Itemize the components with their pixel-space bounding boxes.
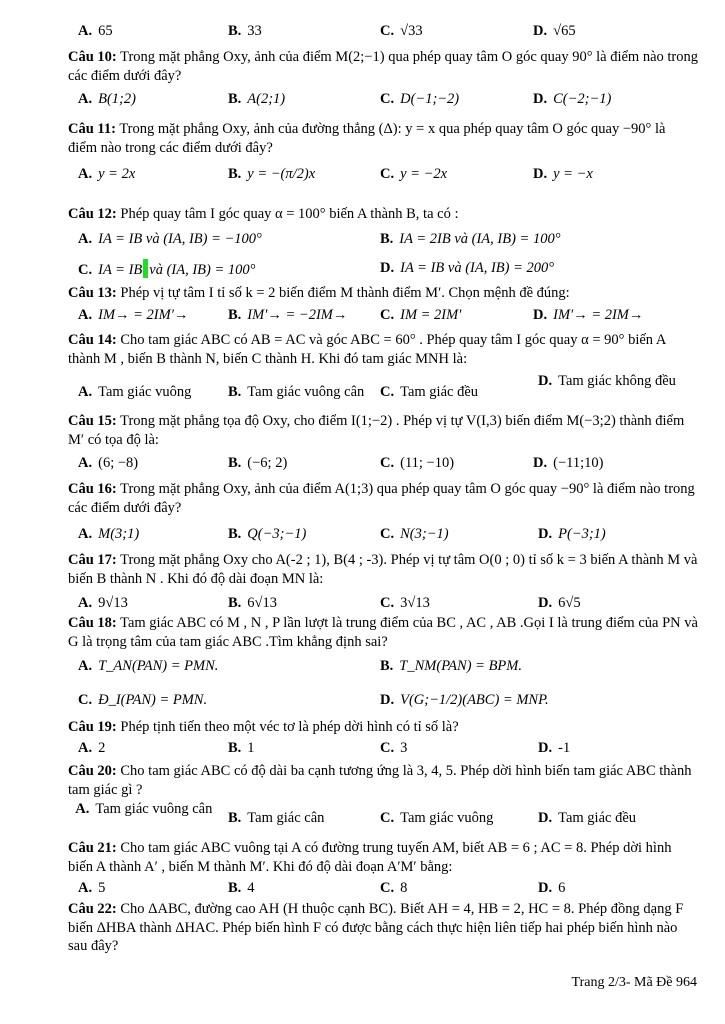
q21-option-b[interactable]: B. 4 [228, 880, 255, 897]
q14-option-d[interactable]: D. Tam giác không đều [538, 373, 676, 390]
q13-option-c[interactable]: C. IM = 2IM′ [380, 306, 462, 323]
q20-option-b[interactable]: B. Tam giác cân [228, 810, 325, 827]
q13-option-b[interactable]: B. IM′→ = −2IM→ [228, 306, 348, 323]
q15-option-b[interactable]: B. (−6; 2) [228, 455, 288, 472]
q12-option-d[interactable]: D. IA = IB và (IA, IB) = 200° [380, 259, 555, 276]
question-19: Câu 19: Phép tịnh tiến theo một véc tơ là phép dời hình có tỉ số là? A. 2 B. 1 C. 3 D. -1 [68, 719, 571, 756]
q17-option-c[interactable]: C. 3√13 [380, 595, 430, 612]
green-highlight-mark [143, 259, 148, 278]
q18-option-d[interactable]: D. V(G;−1/2)(ABC) = MNP. [380, 692, 549, 709]
question-9 [68, 22, 698, 42]
q15-option-d[interactable]: D. (−11;10) [533, 455, 604, 472]
q10-option-c[interactable]: C. D(−1;−2) [380, 91, 460, 108]
q16-option-d[interactable]: D. P(−3;1) [538, 526, 606, 543]
q10-option-d[interactable]: D. C(−2;−1) [533, 91, 612, 108]
q14-option-c[interactable]: C. Tam giác đều [380, 384, 479, 401]
q20-option-d[interactable]: D. Tam giác đều [538, 810, 637, 827]
q11-option-b[interactable]: B. y = −(π/2)x [228, 166, 316, 183]
question-10: Câu 10: Trong mặt phẳng Oxy, ảnh của điểm M(2;−1) qua phép quay tâm O góc quay 90° là điểm nào trong các điểm dưới đây? A. B(1;2) B. A(2;1) C. D(−1;−2) D. C(−2;−1) [68, 49, 699, 108]
q19-option-c[interactable]: C. 3 [380, 739, 408, 756]
q9-option-d[interactable]: D. √65 [533, 23, 576, 39]
q10-option-b[interactable]: B. A(2;1) [228, 91, 286, 108]
q11-option-c[interactable]: C. y = −2x [380, 166, 448, 183]
q16-option-a[interactable]: A. M(3;1) [78, 526, 140, 543]
q12-option-a[interactable]: A. IA = IB và (IA, IB) = −100° [78, 230, 262, 247]
q17-option-a[interactable]: A. 9√13 [78, 595, 128, 612]
q15-option-a[interactable]: A. (6; −8) [78, 455, 139, 472]
q15-option-c[interactable]: C. (11; −10) [380, 455, 455, 472]
q19-option-a[interactable]: A. 2 [78, 739, 106, 756]
q11-option-a[interactable]: A. y = 2x [78, 166, 136, 183]
q14-option-b[interactable]: B. Tam giác vuông cân [228, 384, 365, 401]
question-17: Câu 17: Trong mặt phẳng Oxy cho A(-2 ; 1), B(4 ; -3). Phép vị tự tâm O(0 ; 0) tỉ số k = 3 biến A thành M và biến B thành N . Khi đó độ dài đoạn MN là: A. 9√13 B. 6√13 C. 3√13 D. 6√5 [68, 552, 698, 612]
q18-option-c[interactable]: C. Đ_I(PAN) = PMN. [78, 692, 208, 709]
question-20: Câu 20: Cho tam giác ABC có độ dài ba cạnh tương ứng là 3, 4, 5. Phép dời hình biến tam giác ABC thành tam giác gì ? A. Tam giác vuông cân B. Tam giác cân C. Tam giác vuông D. Tam giác đều [68, 763, 692, 827]
q16-option-c[interactable]: C. N(3;−1) [380, 526, 449, 543]
q21-option-c[interactable]: C. 8 [380, 880, 408, 897]
q18-option-a[interactable]: A. T_AN(PAN) = PMN. [78, 658, 219, 675]
question-21: Câu 21: Cho tam giác ABC vuông tại A có đường trung tuyến AM, biết AB = 6 ; AC = 8. Phép dời hình biến A thành A′ , biến M thành M′. Khi đó độ dài đoạn A′M′ bằng: A. 5 B. 4 C. 8 D. 6 [68, 840, 672, 897]
q19-option-d[interactable]: D. -1 [538, 739, 571, 756]
q21-option-a[interactable]: A. 5 [78, 880, 106, 897]
page-footer: Trang 2/3- Mã Đề 964 [571, 975, 697, 990]
q9-option-a[interactable]: A. 65 [78, 23, 113, 39]
q9-option-c[interactable]: C. √33 [380, 23, 423, 39]
question-12: Câu 12: Phép quay tâm I góc quay α = 100° biến A thành B, ta có : A. IA = IB và (IA, IB) = −100° B. IA = 2IB và (IA, IB) = 100° C. IA = IB và (IA, IB) = 100° D. IA = IB và (IA, IB) = 200° [68, 206, 561, 278]
q12-option-b[interactable]: B. IA = 2IB và (IA, IB) = 100° [380, 230, 561, 247]
q19-option-b[interactable]: B. 1 [228, 739, 255, 756]
question-22: Câu 22: Cho ΔABC, đường cao AH (H thuộc cạnh BC). Biết AH = 4, HB = 2, HC = 8. Phép đồng dạng F biến ΔHBA thành ΔHAC. Phép biến hình F có được bằng cách thực hiện liên tiếp hai phép biến hình nào sau đây? [68, 901, 684, 955]
q17-option-d[interactable]: D. 6√5 [538, 595, 581, 612]
q17-option-b[interactable]: B. 6√13 [228, 595, 278, 612]
q9-option-b[interactable]: B. 33 [228, 23, 262, 39]
q18-option-b[interactable]: B. T_NM(PAN) = BPM. [380, 658, 522, 675]
q12-option-c[interactable]: C. IA = IB và (IA, IB) = 100° [78, 259, 255, 280]
q16-option-b[interactable]: B. Q(−3;−1) [228, 526, 307, 543]
q14-option-a[interactable]: A. Tam giác vuông [78, 384, 192, 401]
q21-option-d[interactable]: D. 6 [538, 880, 566, 897]
question-13: Câu 13: Phép vị tự tâm I tỉ số k = 2 biến điểm M thành điểm M′. Chọn mệnh đề đúng: A. IM→ = 2IM′→ B. IM′→ = −2IM→ C. IM = 2IM′ D. IM′→ = 2IM→ [68, 285, 644, 323]
q20-option-a[interactable]: A. Tam giác vuông cân [75, 801, 213, 818]
q13-option-d[interactable]: D. IM′→ = 2IM→ [533, 306, 644, 323]
question-15: Câu 15: Trong mặt phẳng tọa độ Oxy, cho điểm I(1;−2) . Phép vị tự V(I,3) biến điểm M(−3;2) thành điểm M′ có tọa độ là: A. (6; −8) B. (−6; 2) C. (11; −10) D. (−11;10) [68, 413, 685, 472]
question-18: Câu 18: Tam giác ABC có M , N , P lần lượt là trung điểm của BC , AC , AB .Gọi I là trung điểm của PN và G là trọng tâm của tam giác ABC .Tìm khẳng định sai? A. T_AN(PAN) = PMN. B. T_NM(PAN) = BPM. C. Đ_I(PAN) = PMN. D. V(G;−1/2)(ABC) = MNP. [68, 615, 698, 709]
question-14: Câu 14: Cho tam giác ABC có AB = AC và góc ABC = 60° . Phép quay tâm I góc quay α = 90° biến A thành M , biến B thành N, biến C thành H. Khi đó tam giác MNH là: A. Tam giác vuông B. Tam giác vuông cân C. Tam giác đều D. Tam giác không đều [68, 331, 698, 408]
question-11: Câu 11: Trong mặt phẳng Oxy, ảnh của đường thẳng (Δ): y = x qua phép quay tâm O góc quay −90° là điểm nào trong các điểm dưới đây? A. y = 2x B. y = −(π/2)x C. y = −2x D. y = −x [68, 121, 666, 183]
q13-option-a[interactable]: A. IM→ = 2IM′→ [78, 306, 189, 323]
q10-option-a[interactable]: A. B(1;2) [78, 91, 136, 108]
q20-option-c[interactable]: C. Tam giác vuông [380, 810, 494, 827]
question-16: Câu 16: Trong mặt phẳng Oxy, ảnh của điểm A(1;3) qua phép quay tâm O góc quay −90° là điểm nào trong các điểm dưới đây? A. M(3;1) B. Q(−3;−1) C. N(3;−1) D. P(−3;1) [68, 481, 695, 543]
q11-option-d[interactable]: D. y = −x [533, 166, 593, 183]
